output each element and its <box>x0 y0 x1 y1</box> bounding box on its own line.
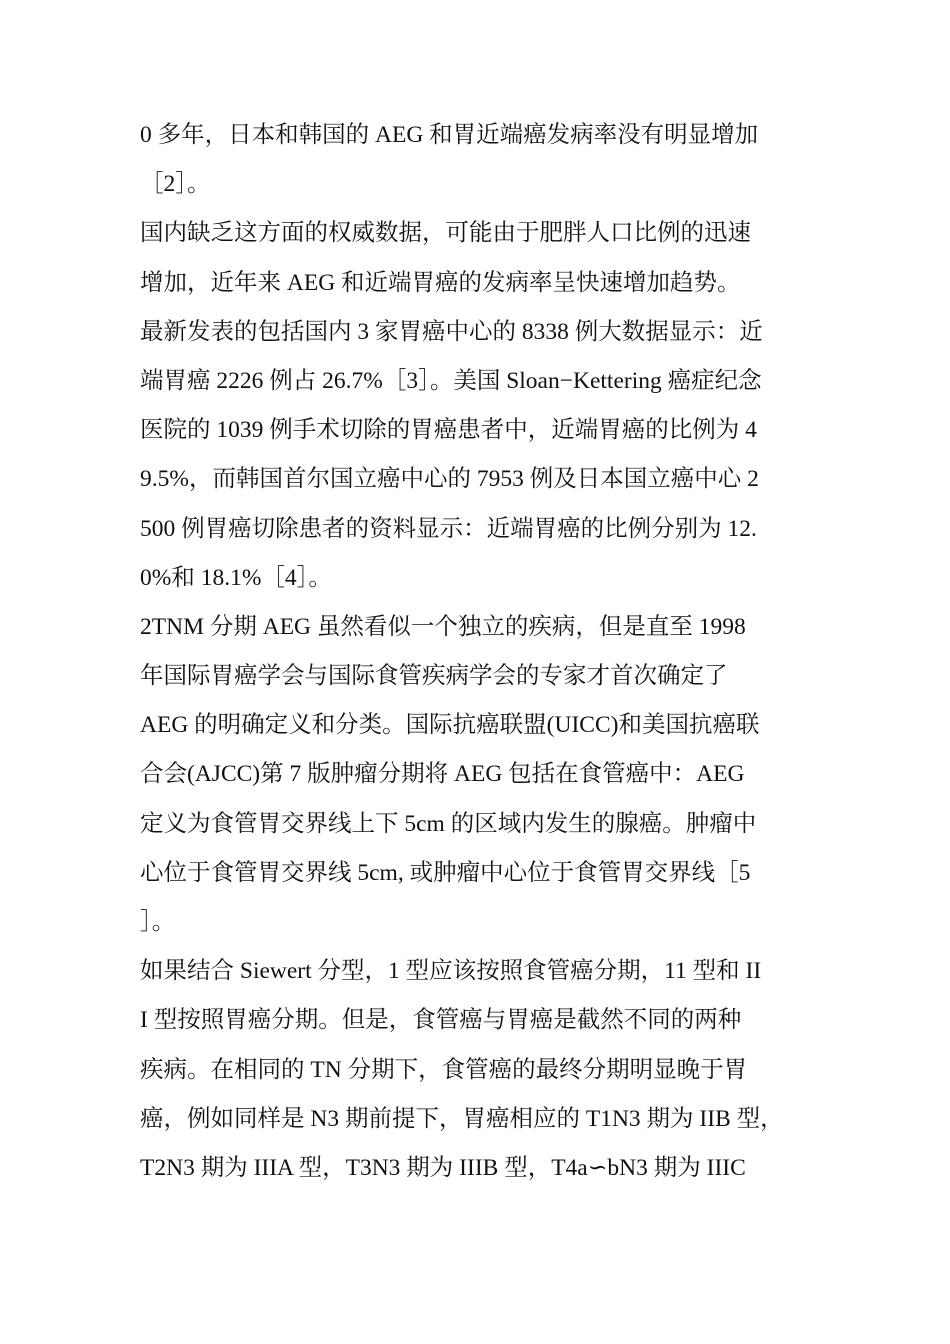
text-line: 国内缺乏这方面的权威数据，可能由于肥胖人口比例的迅速 <box>140 220 751 247</box>
text-line: 最新发表的包括国内 3 家胃癌中心的 8338 例大数据显示：近 <box>140 318 763 345</box>
text-line: 500 例胃癌切除患者的资料显示：近端胃癌的比例分别为 12. <box>140 515 757 542</box>
text-line: 心位于食管胃交界线 5cm, 或肿瘤中心位于食管胃交界线［5 <box>140 859 751 886</box>
text-line: AEG 的明确定义和分类。国际抗癌联盟(UICC)和美国抗癌联 <box>140 712 760 739</box>
text-line: 2TNM 分期 AEG 虽然看似一个独立的疾病，但是直至 1998 <box>140 613 746 640</box>
text-line: T2N3 期为 IIIA 型，T3N3 期为 IIIB 型，T4a∽bN3 期为 IIIC <box>140 1154 746 1181</box>
text-line: 定义为食管胃交界线上下 5cm 的区域内发生的腺癌。肿瘤中 <box>140 810 757 837</box>
body-text <box>140 111 820 1193</box>
text-line: 如果结合 Siewert 分型，1 型应该按照食管癌分期，11 型和 II <box>140 958 762 985</box>
text-line: 0 多年，日本和韩国的 AEG 和胃近端癌发病率没有明显增加 <box>140 122 759 148</box>
text-line: 0%和 18.1%［4］。 <box>140 564 332 591</box>
text-line: 癌，例如同样是 N3 期前提下，胃癌相应的 T1N3 期为 IIB 型， <box>140 1105 784 1132</box>
text-line: ］。 <box>140 909 176 935</box>
text-line: 增加，近年来 AEG 和近端胃癌的发病率呈快速增加趋势。 <box>140 269 741 296</box>
text-line: 合会(AJCC)第 7 版肿瘤分期将 AEG 包括在食管癌中：AEG <box>140 761 745 788</box>
text-line: 端胃癌 2226 例占 26.7%［3］。美国 Sloan−Kettering 癌症纪念 <box>140 367 762 394</box>
text-line: 年国际胃癌学会与国际食管疾病学会的专家才首次确定了 <box>140 663 728 690</box>
text-line: ［2］。 <box>140 171 211 198</box>
text-line: 疾病。在相同的 TN 分期下，食管癌的最终分期明显晚于胃 <box>140 1056 748 1083</box>
text-line: 9.5%，而韩国首尔国立癌中心的 7953 例及日本国立癌中心 2 <box>140 466 759 493</box>
text-line: I 型按照胃癌分期。但是，食管癌与胃癌是截然不同的两种 <box>140 1007 742 1034</box>
text-line: 医院的 1039 例手术切除的胃癌患者中，近端胃癌的比例为 4 <box>140 417 757 444</box>
